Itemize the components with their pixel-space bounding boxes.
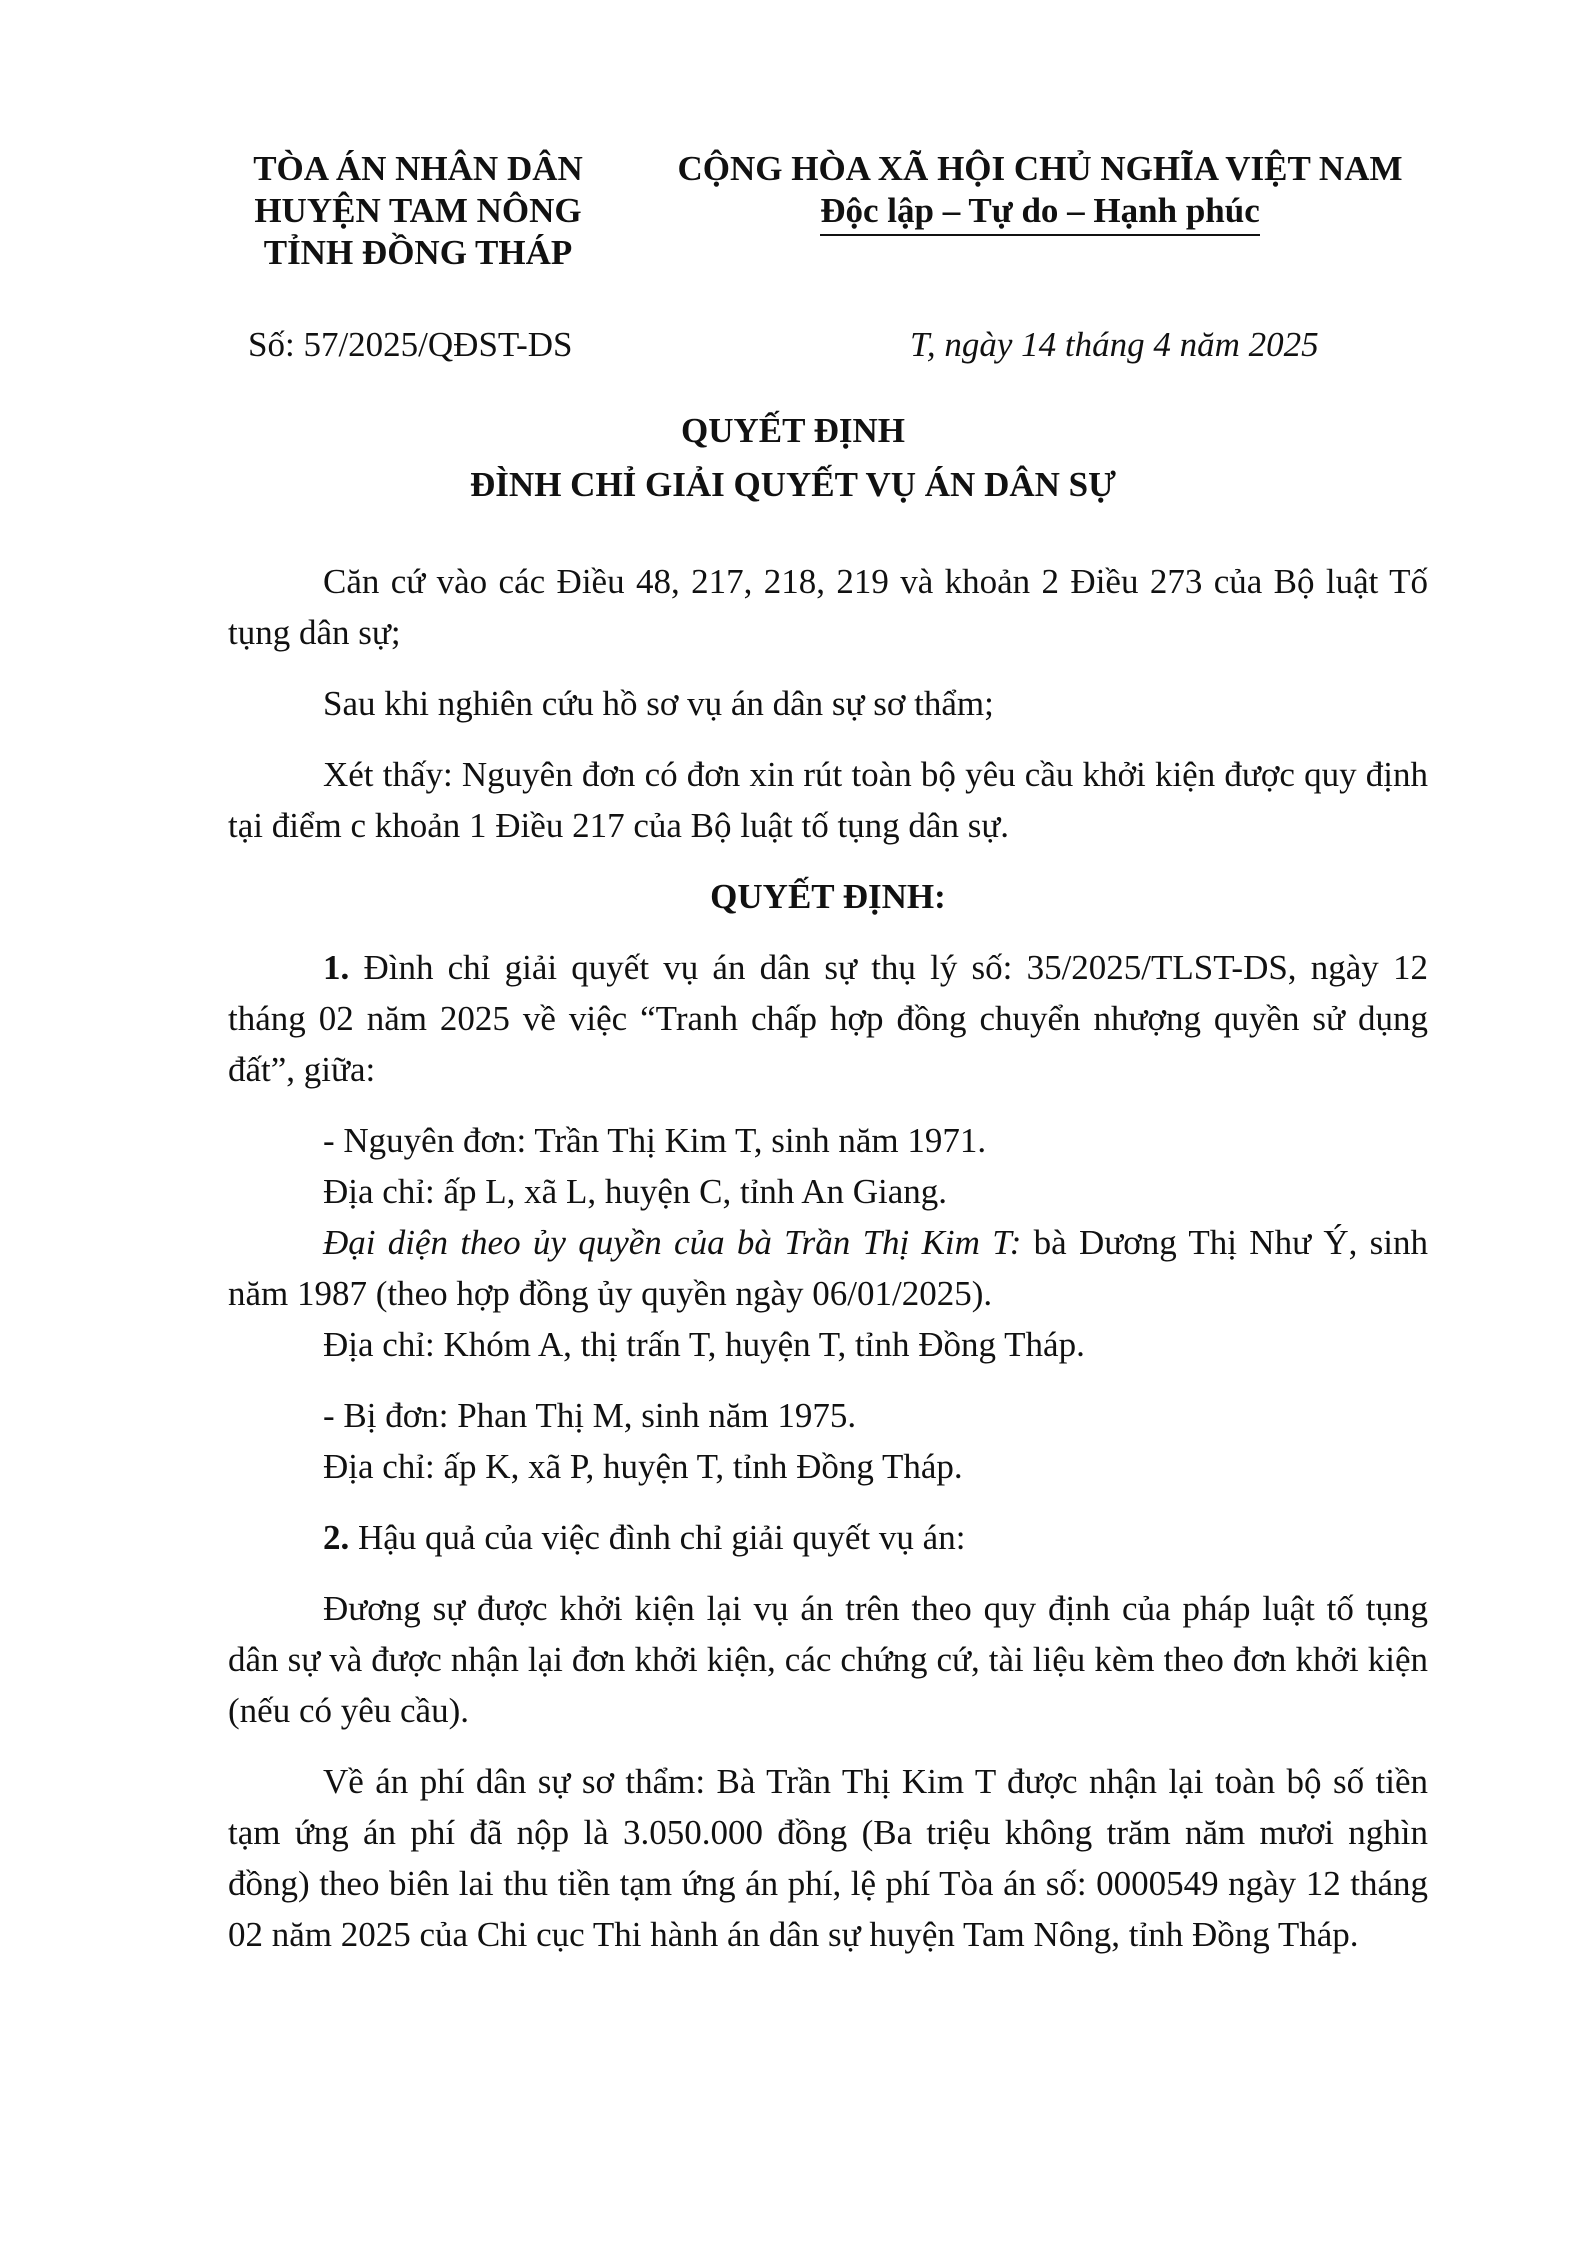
representative-label: Đại diện theo ủy quyền của bà Trần Thị Kim T: xyxy=(323,1223,1022,1262)
court-name-line-1: TÒA ÁN NHÂN DÂN xyxy=(253,149,583,188)
court-name-line-2: HUYỆN TAM NÔNG xyxy=(254,191,582,230)
preamble-paragraph-1: Căn cứ vào các Điều 48, 217, 218, 219 và khoản 2 Điều 273 của Bộ luật Tố tụng dân sự; xyxy=(228,562,1428,652)
decision-item-1 xyxy=(228,942,1428,1095)
preamble-paragraph-2: Sau khi nghiên cứu hồ sơ vụ án dân sự sơ thẩm; xyxy=(323,684,994,723)
court-name-line-3: TỈNH ĐỒNG THÁP xyxy=(263,233,573,272)
decision-item-2 xyxy=(228,1512,1428,1563)
item-1-number: 1. xyxy=(323,948,350,987)
decision-heading: QUYẾT ĐỊNH: xyxy=(710,877,946,916)
representative-address: Địa chỉ: Khóm A, thị trấn T, huyện T, tỉnh Đồng Tháp. xyxy=(323,1325,1085,1364)
document-header xyxy=(0,148,1586,288)
document-date: T, ngày 14 tháng 4 năm 2025 xyxy=(910,325,1319,364)
national-motto: Độc lập – Tự do – Hạnh phúc xyxy=(820,190,1260,236)
document-title xyxy=(0,404,1586,512)
item-2-number: 2. xyxy=(323,1518,350,1557)
national-title: CỘNG HÒA XÃ HỘI CHỦ NGHĨA VIỆT NAM xyxy=(677,149,1403,188)
document-body xyxy=(228,556,1428,1980)
title-line-1: QUYẾT ĐỊNH xyxy=(681,411,905,450)
court-name-block xyxy=(228,148,608,274)
item-1-text: Đình chỉ giải quyết vụ án dân sự thụ lý số: 35/2025/TLST-DS, ngày 12 tháng 02 năm 2025 về việc “Tranh chấp hợp đồng chuyển nhượng quyền sử dụng đất”, giữa: xyxy=(228,948,1428,1089)
defendant-line: - Bị đơn: Phan Thị M, sinh năm 1975. xyxy=(323,1396,857,1435)
title-line-2: ĐÌNH CHỈ GIẢI QUYẾT VỤ ÁN DÂN SỰ xyxy=(470,465,1116,504)
court-fee-paragraph: Về án phí dân sự sơ thẩm: Bà Trần Thị Kim T được nhận lại toàn bộ số tiền tạm ứng án phí đã nộp là 3.050.000 đồng (Ba triệu không trăm năm mươi nghìn đồng) theo biên lai thu tiền tạm ứng án phí, lệ phí Tòa án số: 0000549 ngày 12 tháng 02 năm 2025 của Chi cục Thi hành án dân sự huyện Tam Nông, tỉnh Đồng Tháp. xyxy=(228,1762,1428,1954)
representative-text: bà Dương Thị Như Ý, sinh năm 1987 (theo hợp đồng ủy quyền ngày 06/01/2025). xyxy=(228,1223,1428,1313)
plaintiff-address: Địa chỉ: ấp L, xã L, huyện C, tỉnh An Giang. xyxy=(323,1172,948,1211)
item-2-text: Hậu quả của việc đình chỉ giải quyết vụ án: xyxy=(349,1518,966,1557)
national-title-block xyxy=(660,148,1420,236)
preamble-paragraph-3: Xét thấy: Nguyên đơn có đơn xin rút toàn bộ yêu cầu khởi kiện được quy định tại điểm c khoản 1 Điều 217 của Bộ luật tố tụng dân sự. xyxy=(228,755,1428,845)
document-number: Số: 57/2025/QĐST-DS xyxy=(248,325,573,364)
consequence-paragraph: Đương sự được khởi kiện lại vụ án trên theo quy định của pháp luật tố tụng dân sự và được nhận lại đơn khởi kiện, các chứng cứ, tài liệu kèm theo đơn khởi kiện (nếu có yêu cầu). xyxy=(228,1589,1428,1730)
plaintiff-line: - Nguyên đơn: Trần Thị Kim T, sinh năm 1971. xyxy=(323,1121,987,1160)
defendant-address: Địa chỉ: ấp K, xã P, huyện T, tỉnh Đồng Tháp. xyxy=(323,1447,963,1486)
representative-line xyxy=(228,1217,1428,1319)
